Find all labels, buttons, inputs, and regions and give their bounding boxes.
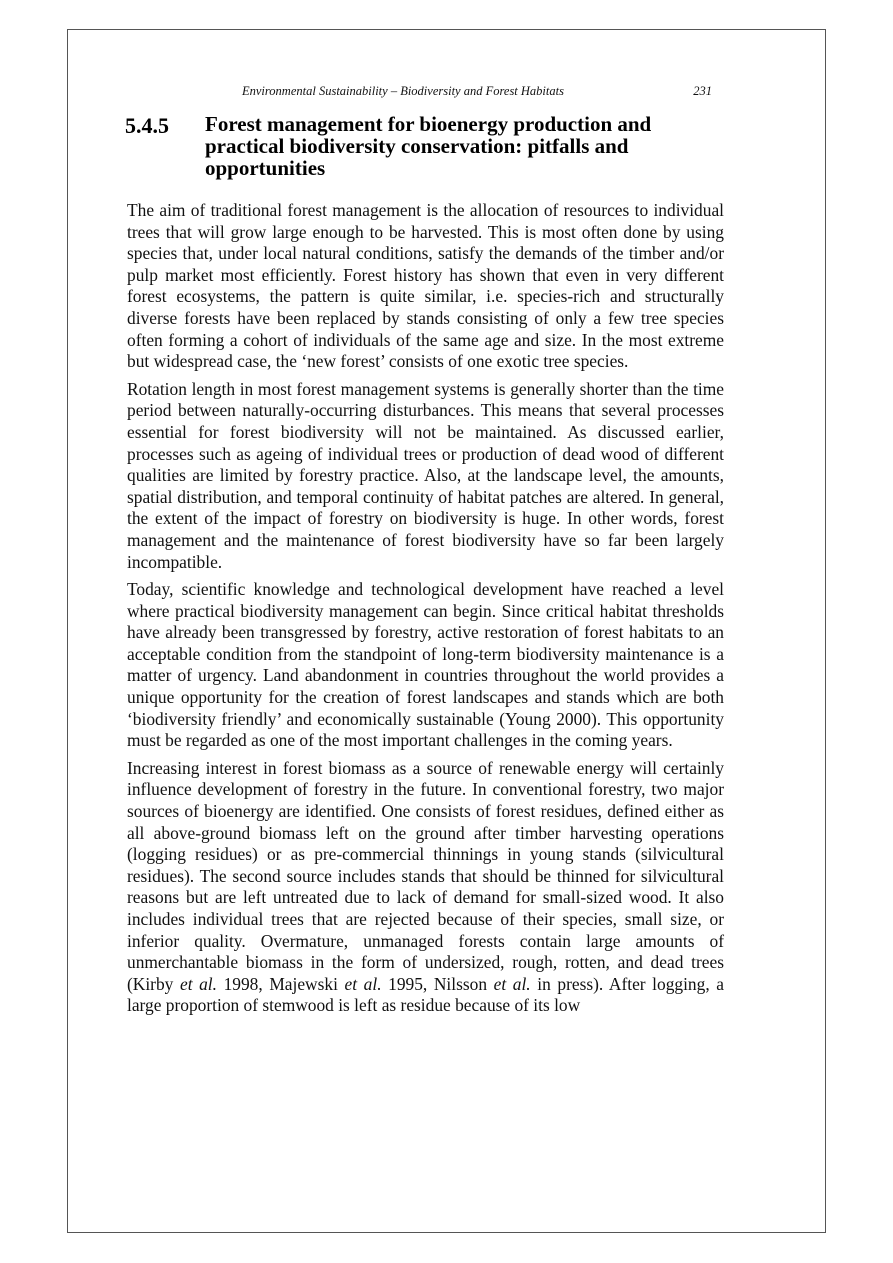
citation-et-al-2: et al. <box>344 973 382 994</box>
paragraph-2: Rotation length in most forest management systems is generally shorter than the time period between naturally-occurring disturbances. This means that several processes essential for forest biodiversity will not be maintained. As discussed earlier, processes such as ageing of individual trees or production of dead wood of different qualities are limited by forestry practice. Also, at the landscape level, the amounts, spatial distribution, and temporal continuity of habitat patches are altered. In general, the extent of the impact of forestry on biodiversity is huge. In other words, forest management and the maintenance of forest biodiversity have so far been largely incompatible. <box>127 378 724 572</box>
paragraph-4-text-3: 1995, Nilsson <box>381 973 494 994</box>
citation-et-al-3: et al. <box>493 973 531 994</box>
paragraph-1: The aim of traditional forest management is the allocation of resources to individual trees that will grow large enough to be harvested. This is most often done by using species that, under local natural conditions, satisfy the demands of the timber and/or pulp market most efficiently. Forest history has shown that even in very different forest ecosystems, the pattern is quite similar, i.e. species-rich and structurally diverse forests have been replaced by stands consisting of only a few tree species often forming a cohort of individuals of the same age and size. In the most extreme but widespread case, the ‘new forest’ consists of one exotic tree species. <box>127 200 724 372</box>
paragraph-4-text-4: in press). After logging, a large proportion of stemwood is left as residue because of its low <box>127 973 724 1016</box>
paragraph-4 <box>127 758 724 1017</box>
section-title: Forest management for bioenergy production and practical biodiversity conservation: pitfalls and opportunities <box>205 112 652 180</box>
citation-et-al-1: et al. <box>179 973 217 994</box>
paragraph-3: Today, scientific knowledge and technological development have reached a level where practical biodiversity management can begin. Since critical habitat thresholds have already been transgressed by forestry, active restoration of forest habitats to an acceptable condition from the standpoint of long-term biodiversity maintenance is a matter of urgency. Land abandonment in countries throughout the world provides a unique opportunity for the creation of forest landscapes and stands which are both ‘biodiversity friendly’ and economically sustainable (Young 2000). This opportunity must be regarded as one of the most important challenges in the coming years. <box>127 579 724 751</box>
paragraph-4-text-2: 1998, Majewski <box>217 973 345 994</box>
page-number: 231 <box>693 84 712 98</box>
running-head-title: Environmental Sustainability – Biodiversity and Forest Habitats <box>242 84 564 98</box>
section-number: 5.4.5 <box>125 113 169 138</box>
body-text <box>127 200 724 1023</box>
paragraph-4-text-1: Increasing interest in forest biomass as a source of renewable energy will certainly influence development of forestry in the future. In conventional forestry, two major sources of bioenergy are identified. One consists of forest residues, defined either as all above-ground biomass left on the ground after timber harvesting operations (logging residues) or as pre-commercial thinnings in young stands (silvicultural residues). The second source includes stands that should be thinned for silvicultural reasons but are left untreated due to lack of demand for small-sized wood. It also includes individual trees that are rejected because of their species, small size, or inferior quality. Overmature, unmanaged forests contain large amounts of unmerchantable biomass in the form of undersized, rough, rotten, and dead trees (Kirby <box>127 757 724 994</box>
